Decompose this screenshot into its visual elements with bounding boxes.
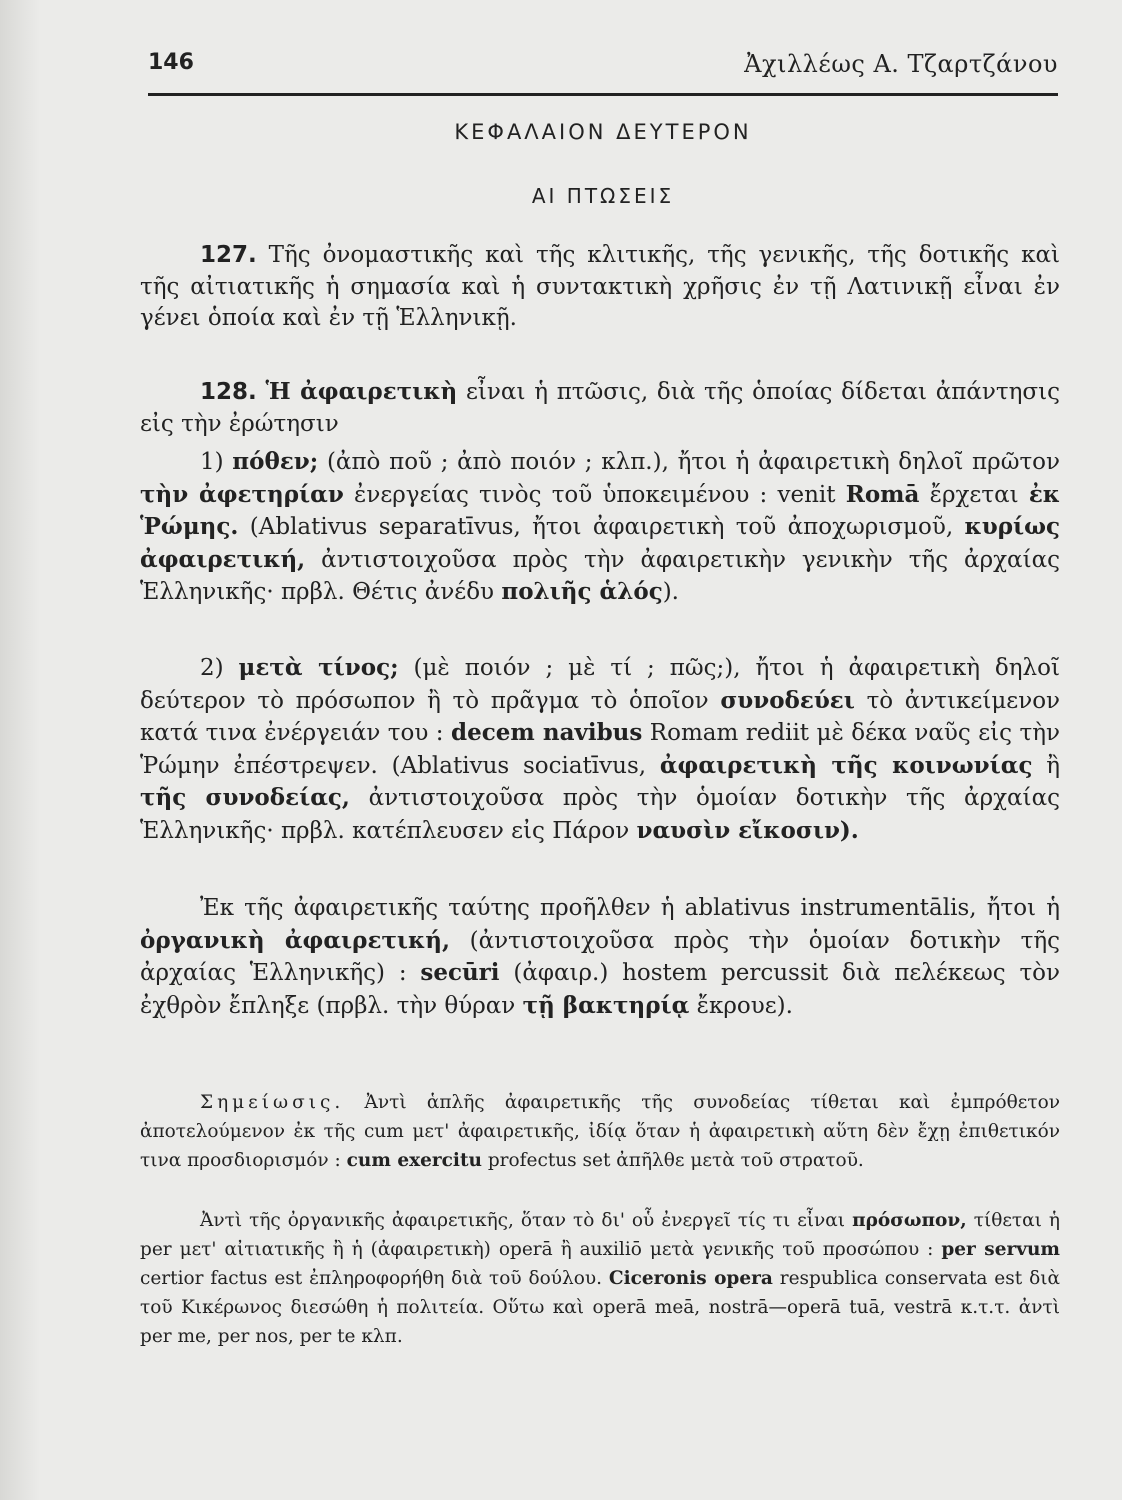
question-word: πόθεν; xyxy=(232,448,319,475)
bold-term: decem navibus xyxy=(451,719,643,746)
paragraph-text: ἔκρουε). xyxy=(696,992,793,1019)
item-text: (μὲ ποιόν ; μὲ τί ; πῶς;), ἤτοι ἡ ἀφαιρετικὴ δηλοῖ δεύτερον τὸ πρόσωπον ἢ τὸ πρᾶγμα τὸ ὁποῖον xyxy=(140,655,1060,714)
page-header xyxy=(148,50,1058,90)
item-text: (ἀπὸ ποῦ ; ἀπὸ ποιόν ; κλπ.), ἤτοι ἡ ἀφαιρετικὴ δηλοῖ πρῶτον xyxy=(326,449,1060,475)
term-ablative: Ἡ ἀφαιρετικὴ xyxy=(265,378,458,405)
bold-term: ναυσὶν εἴκοσιν). xyxy=(636,816,859,844)
item-text: ἢ xyxy=(1046,752,1060,779)
bold-term: per servum xyxy=(941,1239,1060,1260)
note-label: Σημείωσις. xyxy=(200,1092,345,1113)
note-1 xyxy=(140,1088,1060,1175)
bold-term: πρόσωπον, xyxy=(852,1210,967,1231)
bold-term: κυρίως ἀφαιρετική, xyxy=(140,513,1061,573)
bold-term: συνοδεύει xyxy=(720,686,855,714)
paragraph-text: (ἀντιστοιχοῦσα πρὸς τὴν ὁμοίαν δοτικὴν τῆς ἀρχαίας Ἑλληνικῆς) : xyxy=(140,927,1060,986)
note-text: certior factus est ἐπληροφορήθη διὰ τοῦ δούλου. xyxy=(140,1268,602,1289)
paragraph-text: Τῆς ὀνομαστικῆς καὶ τῆς κλιτικῆς, τῆς γενικῆς, τῆς δοτικῆς καὶ τῆς αἰτιατικῆς ἡ σημασία καὶ ἡ συντακτικὴ χρῆσις ἐν τῇ Λατινικῇ εἶναι ἐν γένει ὁποία καὶ ἐν τῇ Ἑλληνικῇ. xyxy=(140,242,1061,331)
note-text: Ἀντὶ ἁπλῆς ἀφαιρετικῆς τῆς συνοδείας τίθεται καὶ ἐμπρόθετον ἀποτελούμενον ἐκ τῆς cum μετ' ἀφαιρετικῆς, ἰδίᾳ ὅταν ἡ ἀφαιρετικὴ αὕτη δὲν ἔχῃ ἐπιθετικόν τινα προσδιορισμόν : xyxy=(140,1092,1060,1171)
paragraph-128 xyxy=(140,376,1060,440)
paragraph-text: Ἐκ τῆς ἀφαιρετικῆς ταύτης προῆλθεν ἡ ablativus instrumentālis, ἤτοι ἡ xyxy=(200,895,1060,921)
bold-term: τὴν ἀφετηρίαν xyxy=(140,480,344,508)
paragraph-number: 128. xyxy=(200,379,257,405)
item-text: τὸ ἀντικείμενον κατά τινα ἐνέργειάν του : xyxy=(140,687,1061,746)
page-number: 146 xyxy=(148,50,194,75)
bold-term: τῇ βακτηρίᾳ xyxy=(522,991,690,1019)
list-item-1 xyxy=(140,446,1060,609)
header-rule xyxy=(148,93,1058,96)
question-word: μετὰ τίνος; xyxy=(238,654,399,681)
note-text: respublica conservata est διὰ τοῦ Κικέρωνος διεσώθη ἡ πολιτεία. Οὕτω καὶ operā meā, nostrā—operā tuā, vestrā κ.τ.τ. ἀντὶ per me, per nos, per te κλπ. xyxy=(140,1268,1060,1347)
paragraph-text: (ἀφαιρ.) hostem percussit διὰ πελέκεως τὸν ἐχθρὸν ἔπληξε (πρβλ. τὴν θύραν xyxy=(140,960,1061,1019)
item-text: Romam rediit μὲ δέκα ναῦς εἰς τὴν Ῥώμην ἐπέστρεψεν. (Ablativus sociatīvus, xyxy=(140,720,1060,779)
note-text: Ἀντὶ τῆς ὀργανικῆς ἀφαιρετικῆς, ὅταν τὸ δι' οὗ ἐνεργεῖ τίς τι εἶναι xyxy=(200,1210,846,1231)
item-text: (Ablativus separatīvus, ἤτοι ἀφαιρετικὴ τοῦ ἀποχωρισμοῦ, xyxy=(249,514,954,540)
bold-term: τῆς συνοδείας, xyxy=(140,784,350,811)
note-text: τίθεται ἡ per μετ' αἰτιατικῆς ἢ ἡ (ἀφαιρετικὴ) operā ἢ auxiliō μετὰ γενικῆς τοῦ προσώπου : xyxy=(140,1210,1060,1260)
note-text: profectus set ἀπῆλθε μετὰ τοῦ στρατοῦ. xyxy=(487,1150,864,1171)
paragraph-text: εἶναι ἡ πτῶσις, διὰ τῆς ὁποίας δίδεται ἀπάντησις εἰς τὴν ἐρώτησιν xyxy=(140,379,1061,437)
bold-term: cum exercitu xyxy=(346,1150,482,1171)
paragraph-instrumental xyxy=(140,893,1060,1022)
item-text: ἀντιστοιχοῦσα πρὸς τὴν ὁμοίαν δοτικὴν τῆς ἀρχαίας Ἑλληνικῆς· πρβλ. κατέπλευσεν εἰς Πάρον xyxy=(140,785,1060,844)
page-edge-shadow xyxy=(0,0,40,1500)
item-text: ). xyxy=(662,579,679,605)
item-text: ἀντιστοιχοῦσα πρὸς τὴν ἀφαιρετικὴν γενικὴν τῆς ἀρχαίας Ἑλληνικῆς· πρβλ. Θέτις ἀνέδυ xyxy=(140,546,1060,605)
paragraph-127 xyxy=(140,240,1060,335)
chapter-title: ΚΕΦΑΛΑΙΟΝ ΔΕΥΤΕΡΟΝ xyxy=(454,120,752,144)
bold-term: ἀφαιρετικὴ τῆς κοινωνίας xyxy=(659,751,1033,779)
note-2 xyxy=(140,1206,1060,1351)
item-label: 1) xyxy=(200,449,224,475)
item-text: ἔρχεται xyxy=(929,481,1019,508)
item-label: 2) xyxy=(200,655,224,681)
bold-term: Romā xyxy=(845,480,920,508)
list-item-2 xyxy=(140,652,1060,847)
running-head: Ἀχιλλέως Α. Τζαρτζάνου xyxy=(744,50,1058,78)
chapter-subtitle: ΑΙ ΠΤΩΣΕΙΣ xyxy=(531,184,675,208)
item-text: ἐνεργείας τινὸς τοῦ ὑποκειμένου : venit xyxy=(354,481,836,508)
bold-term: secūri xyxy=(420,959,500,986)
paragraph-number: 127. xyxy=(200,242,257,268)
bold-term: πολιῆς ἁλός xyxy=(501,578,663,605)
bold-term: Ciceronis opera xyxy=(608,1268,773,1289)
bold-term: ὀργανικὴ ἀφαιρετική, xyxy=(140,926,451,954)
bold-term: ἐκ Ῥώμης. xyxy=(140,480,1061,540)
